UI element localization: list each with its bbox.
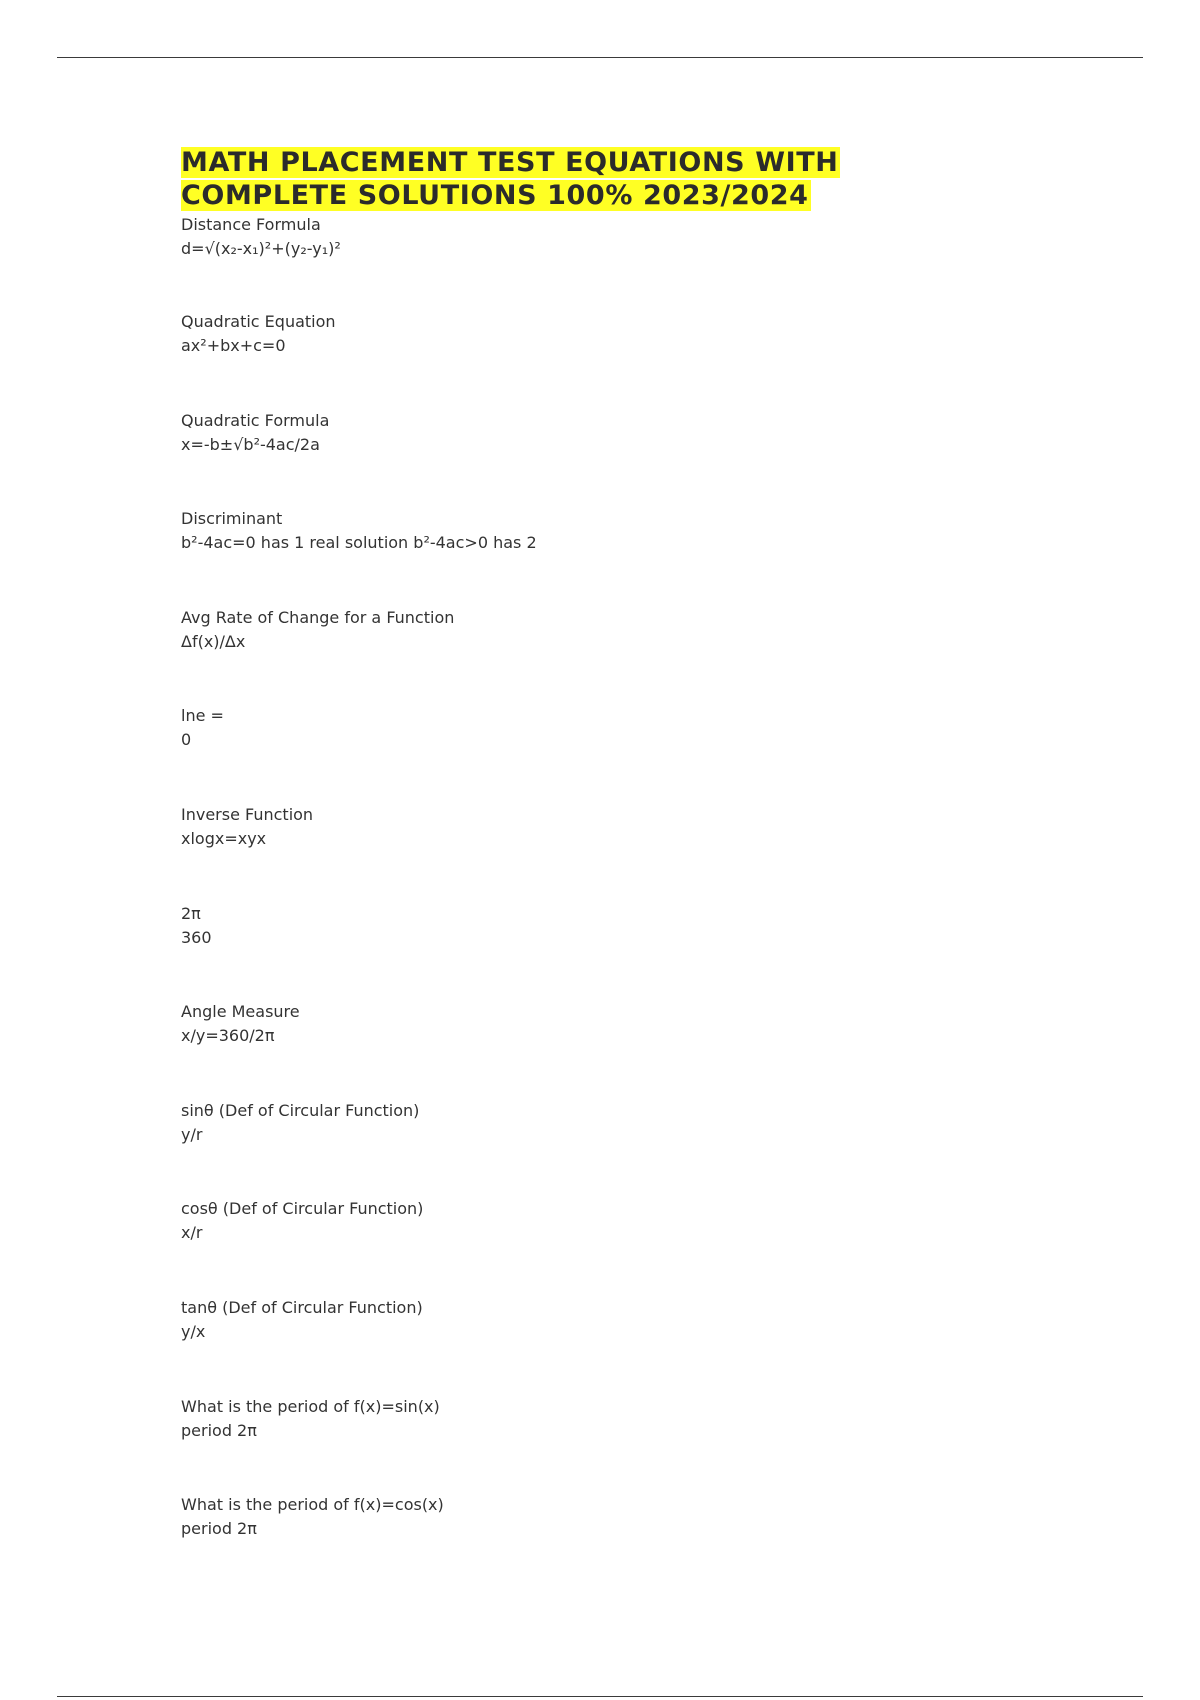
flashcard-entry xyxy=(181,1395,1081,1469)
entry-definition: period 2π xyxy=(181,1420,257,1440)
title-line-1: MATH PLACEMENT TEST EQUATIONS WITH xyxy=(181,147,839,178)
entry-definition: Δf(x)/Δx xyxy=(181,631,246,651)
entry-term: Discriminant xyxy=(181,509,283,529)
entry-definition: ax²+bx+c=0 xyxy=(181,336,286,355)
entry-term: lne = xyxy=(181,706,224,726)
entry-definition: xlogx=xyx xyxy=(181,828,267,848)
flashcard-entry xyxy=(181,310,1081,384)
flashcard-entry xyxy=(181,1099,1081,1173)
entry-term: Angle Measure xyxy=(181,1002,300,1022)
entry-definition: period 2π xyxy=(181,1519,257,1539)
flashcard-entry xyxy=(181,803,1081,877)
flashcard-entry xyxy=(181,1296,1081,1370)
flashcard-entry xyxy=(181,606,1081,680)
footer-rule xyxy=(57,1696,1143,1697)
entry-definition: b²-4ac=0 has 1 real solution b²-4ac>0 has 2 xyxy=(181,533,537,553)
entry-definition: 360 xyxy=(181,927,212,947)
flashcard-entry xyxy=(181,213,1081,287)
entry-definition: x/y=360/2π xyxy=(181,1026,275,1046)
entry-definition: y/r xyxy=(181,1124,203,1144)
entry-definition: d=√(x₂-x₁)²+(y₂-y₁)² xyxy=(181,239,341,258)
document-title xyxy=(181,146,1081,212)
flashcard-entry xyxy=(181,507,1081,581)
flashcard-list xyxy=(181,213,1081,1567)
flashcard-entry xyxy=(181,1493,1081,1567)
entry-term: sinθ (Def of Circular Function) xyxy=(181,1100,420,1120)
entry-term: What is the period of f(x)=cos(x) xyxy=(181,1495,444,1515)
entry-definition: x=-b±√b²-4ac/2a xyxy=(181,434,320,454)
flashcard-entry xyxy=(181,409,1081,483)
entry-term: tanθ (Def of Circular Function) xyxy=(181,1297,423,1317)
flashcard-entry xyxy=(181,1000,1081,1074)
entry-definition: x/r xyxy=(181,1223,203,1243)
entry-term: Inverse Function xyxy=(181,804,314,824)
flashcard-entry xyxy=(181,1197,1081,1271)
entry-term: cosθ (Def of Circular Function) xyxy=(181,1199,424,1219)
entry-term: Avg Rate of Change for a Function xyxy=(181,607,455,627)
entry-definition: y/x xyxy=(181,1321,206,1341)
entry-term: 2π xyxy=(181,903,201,923)
entry-term: Quadratic Equation xyxy=(181,312,336,331)
flashcard-entry xyxy=(181,704,1081,778)
entry-term: Quadratic Formula xyxy=(181,410,330,430)
flashcard-entry xyxy=(181,902,1081,976)
entry-definition: 0 xyxy=(181,730,192,750)
header-rule xyxy=(57,57,1143,58)
entry-term: What is the period of f(x)=sin(x) xyxy=(181,1396,440,1416)
entry-term: Distance Formula xyxy=(181,215,321,234)
document-body xyxy=(181,146,1081,1592)
title-line-2: COMPLETE SOLUTIONS 100% 2023/2024 xyxy=(181,180,809,211)
